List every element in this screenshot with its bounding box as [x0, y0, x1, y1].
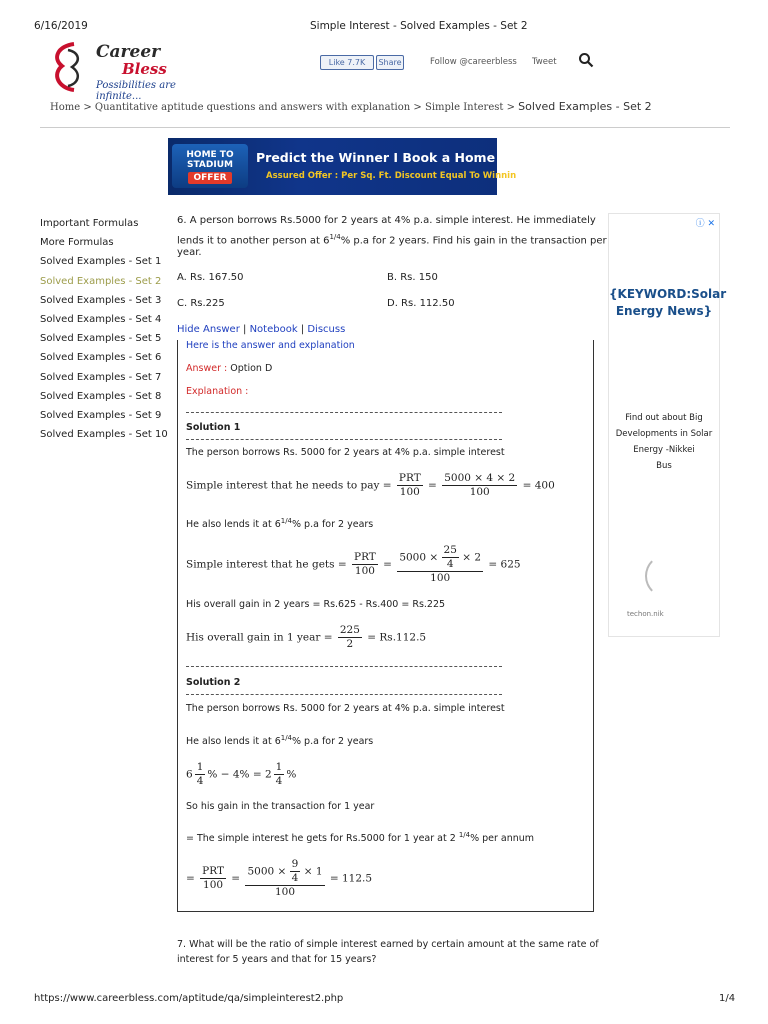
- breadcrumb-sep: >: [83, 102, 92, 113]
- math-rate-diff: 6 $\frac{1}{4}$ % − 4% = 2 $\frac{1}{4}$ %: [186, 761, 297, 787]
- option-a[interactable]: A. Rs. 167.50: [177, 272, 244, 283]
- sidebar-item-set-3[interactable]: Solved Examples - Set 3: [40, 294, 162, 306]
- math-gain-1yr: His overall gain in 1 year = $\frac{225}{2}$ = Rs.112.5: [186, 624, 427, 650]
- page-number: 1/4: [719, 993, 736, 1004]
- site-logo[interactable]: [40, 38, 220, 100]
- banner-headline: Predict the Winner I Book a Home I Fly: [256, 150, 530, 165]
- hide-answer-link[interactable]: Hide Answer: [177, 324, 240, 335]
- math-final: = $\frac{\text{PRT}}{100}$ = 5000 × $\frac{9}{4}$ × 1 100 = 112.5: [186, 858, 373, 898]
- question-6-line2: lends it to another person at $6^{1/4}\%$ p.a for 2 years. Find his gain in the transaction per: [177, 233, 607, 247]
- breadcrumb-sep: >: [506, 102, 515, 113]
- breadcrumb-sep: >: [413, 102, 422, 113]
- sidebar-item-set-2[interactable]: Solved Examples - Set 2: [40, 275, 162, 287]
- solution-2-heading: Solution 2: [186, 677, 241, 688]
- dashed-divider: [186, 412, 502, 413]
- solution-1-text3: His overall gain in 2 years = Rs.625 - Rs.400 = Rs.225: [186, 599, 446, 610]
- question-6-line3: year.: [177, 247, 202, 258]
- logo-tagline: Possibilities are infinite...: [96, 80, 176, 102]
- sidebar-item-set-4[interactable]: Solved Examples - Set 4: [40, 313, 162, 325]
- option-d[interactable]: D. Rs. 112.50: [387, 298, 455, 309]
- breadcrumb-aptitude[interactable]: Quantitative aptitude questions and answers with explanation: [94, 102, 411, 113]
- side-ad[interactable]: [608, 213, 727, 637]
- answer-line: Answer : Option D: [186, 363, 273, 374]
- dashed-divider: [186, 666, 502, 667]
- ad-keyword[interactable]: {KEYWORD:Solar Energy News}: [609, 287, 727, 318]
- ad-source: techon.nik: [627, 610, 664, 618]
- sidebar-item-set-7[interactable]: Solved Examples - Set 7: [40, 371, 162, 383]
- math-si-gets: Simple interest that he gets = $\frac{\text{PRT}}{100}$ = 5000 × $\frac{25}{4}$ × 2 100 = 625: [186, 544, 521, 584]
- sidebar-item-set-10[interactable]: Solved Examples - Set 10: [40, 429, 168, 441]
- solution-1-text2: He also lends it at $6^{1/4}\%$ p.a for 2 years: [186, 517, 374, 531]
- question-7-line2: interest for 5 years and that for 15 years?: [177, 954, 377, 965]
- breadcrumb: [50, 100, 652, 113]
- solution-2-text4: = The simple interest he gets for Rs.5000 for 1 year at 2 $^{1/4}$% per annum: [186, 831, 535, 845]
- twitter-follow-link[interactable]: Follow @careerbless: [430, 57, 517, 67]
- discuss-link[interactable]: Discuss: [307, 324, 346, 335]
- print-date: 6/16/2019: [34, 20, 88, 32]
- logo-text-bless: Bless: [122, 60, 167, 78]
- answer-links: Hide Answer | Notebook | Discuss: [177, 324, 346, 335]
- divider: [40, 127, 730, 128]
- print-url: https://www.careerbless.com/aptitude/qa/simpleinterest2.php: [34, 993, 344, 1004]
- sidebar-item-set-6[interactable]: Solved Examples - Set 6: [40, 352, 162, 364]
- option-b[interactable]: B. Rs. 150: [387, 272, 438, 283]
- solution-2-text1: The person borrows Rs. 5000 for 2 years at 4% p.a. simple interest: [186, 703, 505, 714]
- print-title: Simple Interest - Solved Examples - Set 2: [310, 20, 528, 32]
- math-si-pay: Simple interest that he needs to pay = $\frac{\text{PRT}}{100}$ = $\frac{5000 \times 4 \times 2}{100}$ = 400: [186, 472, 555, 498]
- solution-1-text1: The person borrows Rs. 5000 for 2 years at 4% p.a. simple interest: [186, 447, 505, 458]
- logo-text-career: Career: [96, 42, 161, 62]
- banner-badge: HOME TO STADIUM OFFER: [172, 144, 248, 188]
- breadcrumb-current: Solved Examples - Set 2: [518, 100, 652, 113]
- option-c[interactable]: C. Rs.225: [177, 298, 225, 309]
- banner-ad[interactable]: [168, 138, 530, 195]
- sidebar-item-more-formulas[interactable]: More Formulas: [40, 237, 114, 249]
- notebook-link[interactable]: Notebook: [249, 324, 298, 335]
- solution-1-heading: Solution 1: [186, 422, 241, 433]
- sidebar-item-set-5[interactable]: Solved Examples - Set 5: [40, 333, 162, 345]
- sidebar-item-important-formulas[interactable]: Important Formulas: [40, 218, 139, 229]
- question-6-line1: 6. A person borrows Rs.5000 for 2 years at 4% p.a. simple interest. He immediately: [177, 215, 596, 226]
- breadcrumb-home[interactable]: Home: [50, 102, 81, 113]
- breadcrumb-simple-interest[interactable]: Simple Interest: [425, 102, 504, 113]
- solution-2-text3: So his gain in the transaction for 1 year: [186, 801, 375, 812]
- tweet-link[interactable]: Tweet: [532, 57, 557, 67]
- ad-body: Find out about Big Developments in Solar Energy -Nikkei Bus: [615, 413, 713, 471]
- logo-mark-icon: [48, 40, 90, 94]
- solution-2-text2: He also lends it at $6^{1/4}\%$ p.a for 2 years: [186, 734, 374, 748]
- answer-intro: Here is the answer and explanation: [186, 340, 355, 351]
- search-icon[interactable]: [578, 52, 594, 68]
- sidebar-item-set-8[interactable]: Solved Examples - Set 8: [40, 390, 162, 402]
- dashed-divider: [186, 439, 502, 440]
- facebook-like-button[interactable]: Like 7.7K: [320, 55, 374, 70]
- loading-spinner-icon: [645, 554, 689, 598]
- sidebar-item-set-1[interactable]: Solved Examples - Set 1: [40, 256, 162, 268]
- sidebar-nav: [40, 214, 170, 444]
- question-7-line1: 7. What will be the ratio of simple interest earned by certain amount at the same rate of: [177, 939, 599, 950]
- facebook-share-button[interactable]: Share: [376, 55, 404, 70]
- explanation-label: Explanation :: [186, 386, 249, 397]
- ad-info-icon[interactable]: ⓘ ✕: [695, 219, 715, 229]
- banner-subtext: Assured Offer : Per Sq. Ft. Discount Equal To Winnin: [266, 171, 517, 181]
- dashed-divider: [186, 694, 502, 695]
- sidebar-item-set-9[interactable]: Solved Examples - Set 9: [40, 409, 162, 421]
